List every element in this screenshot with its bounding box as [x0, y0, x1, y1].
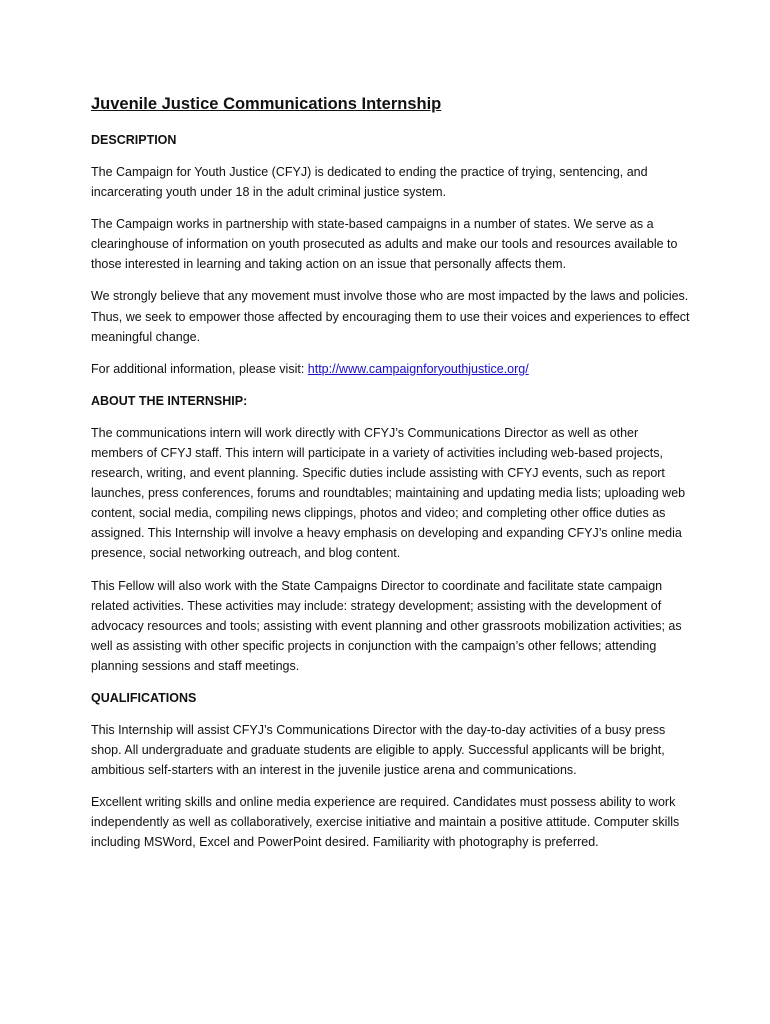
- about-heading: ABOUT THE INTERNSHIP:: [91, 393, 248, 408]
- additional-info-line: [91, 359, 691, 379]
- website-link[interactable]: http://www.campaignforyouthjustice.org/: [307, 361, 529, 376]
- qualifications-heading: QUALIFICATIONS: [91, 690, 197, 705]
- description-paragraph-3: We strongly believe that any movement must involve those who are most impacted by the laws and policies. Thus, we seek to empower those affected by encouraging them to use their voices and experiences to effect meaningful change.: [91, 289, 690, 344]
- description-section: [91, 130, 691, 379]
- qualifications-section: [91, 688, 691, 853]
- about-section: [91, 391, 691, 676]
- about-paragraph-1: The communications intern will work directly with CFYJ’s Communications Director as well as other members of CFYJ staff. This intern will participate in a variety of activities including web-based projects, research, writing, and event planning. Specific duties include assisting with CFYJ events, such as report launches, press conferences, forums and roundtables; maintaining and updating media lists; uploading web content, social media, compiling news clippings, photos and video; and completing other office duties as assigned. This Internship will involve a heavy emphasis on developing and expanding CFYJ’s online media presence, social networking outreach, and blog content.: [91, 425, 686, 561]
- description-paragraph-1: The Campaign for Youth Justice (CFYJ) is dedicated to ending the practice of trying, sentencing, and incarcerating youth under 18 in the adult criminal justice system.: [91, 165, 648, 200]
- about-paragraph-2: This Fellow will also work with the State Campaigns Director to coordinate and facilitate state campaign related activities. These activities may include: strategy development; assisting with the development of advocacy resources and tools; assisting with event planning and other grassroots mobilization activities; as well as assisting with other specific projects in conjunction with the campaign’s other fellows; attending planning sessions and staff meetings.: [91, 578, 682, 673]
- additional-info-text: For additional information, please visit:: [91, 361, 308, 376]
- description-paragraph-2: The Campaign works in partnership with state-based campaigns in a number of states. We serve as a clearinghouse of information on youth prosecuted as adults and make our tools and resources available to those interested in learning and taking action on an issue that personally affects them.: [91, 217, 678, 272]
- document-title: Juvenile Justice Communications Internship: [91, 95, 442, 113]
- qualifications-paragraph-2: Excellent writing skills and online media experience are required. Candidates must possess ability to work independently as well as collaboratively, exercise initiative and maintain a positive attitude. Computer skills including MSWord, Excel and PowerPoint desired. Familiarity with photography is preferred.: [91, 795, 680, 850]
- document-page: [91, 93, 691, 865]
- description-heading: DESCRIPTION: [91, 133, 177, 147]
- qualifications-paragraph-1: This Internship will assist CFYJ’s Communications Director with the day-to-day activities of a busy press shop. All undergraduate and graduate students are eligible to apply. Successful applicants will be bright, ambitious self-starters with an interest in the juvenile justice arena and communications.: [91, 722, 666, 778]
